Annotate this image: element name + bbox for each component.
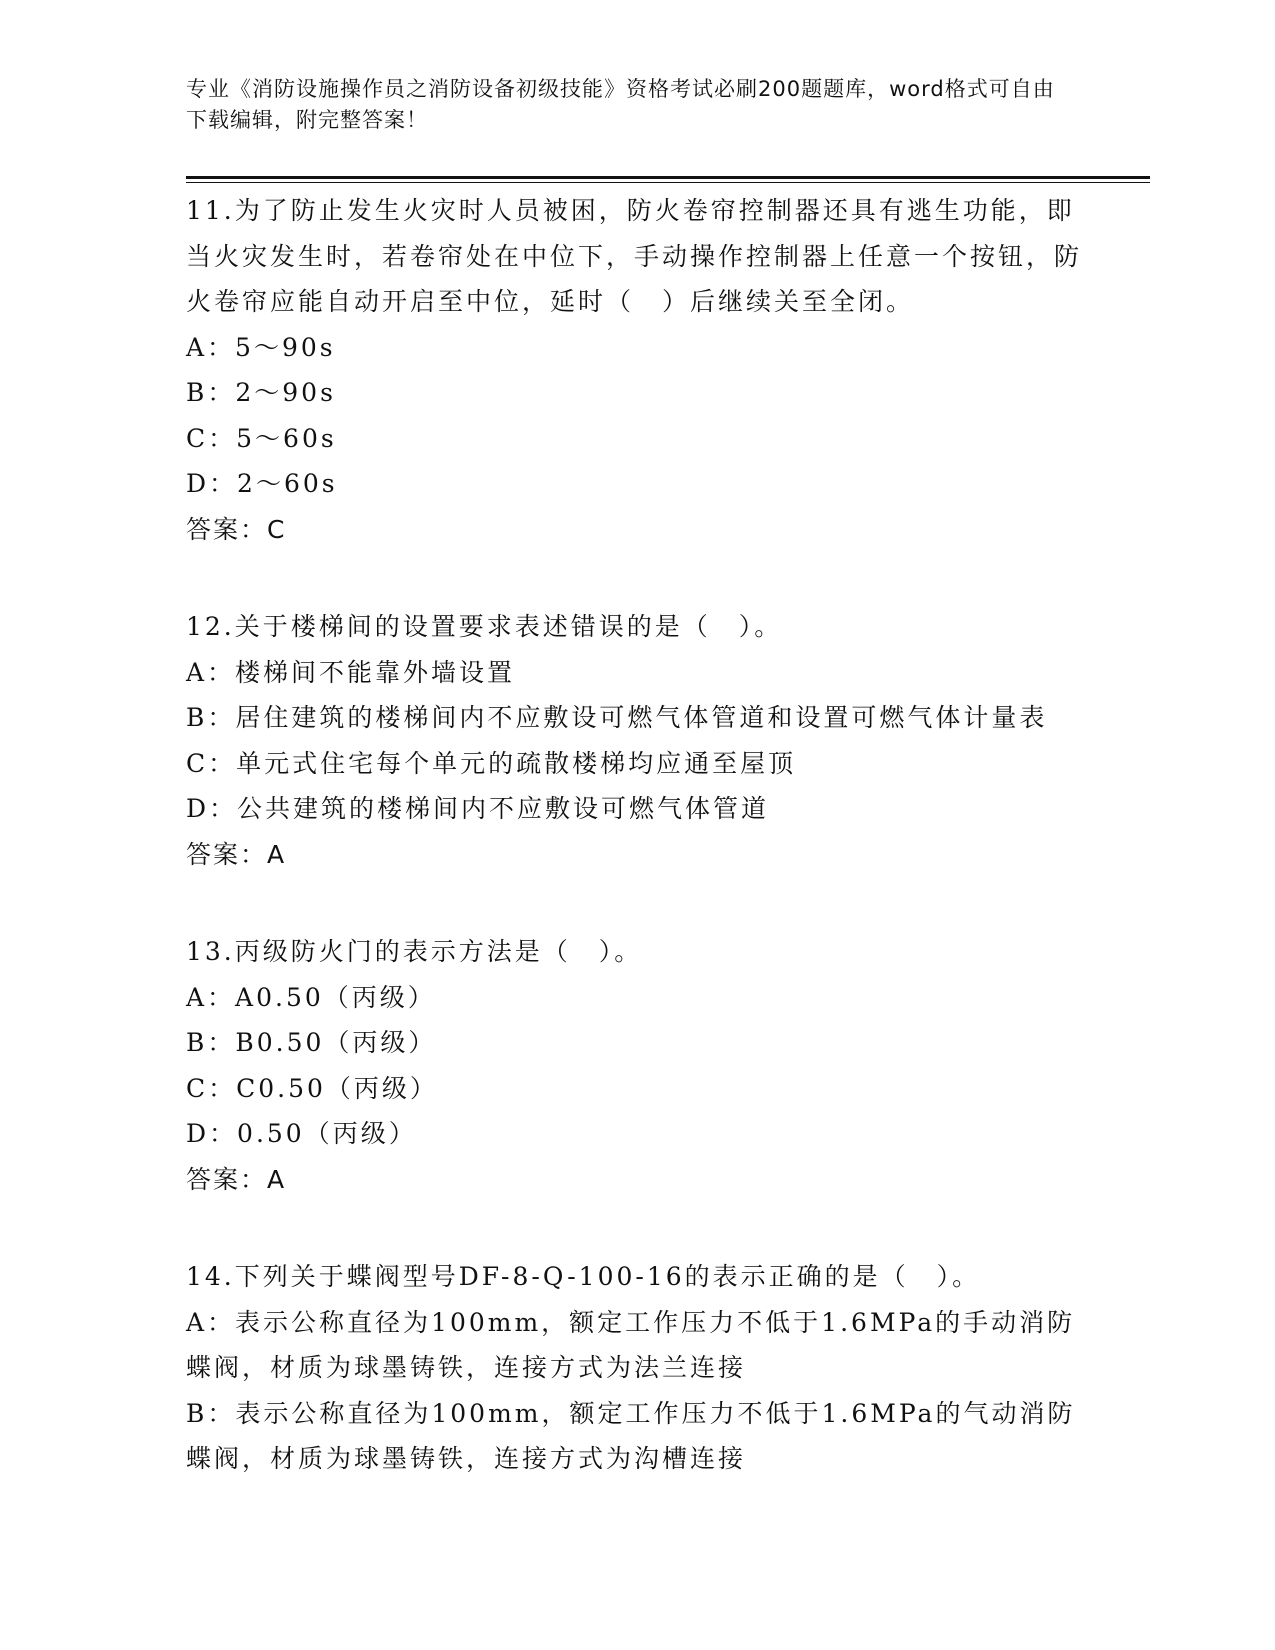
question-13 <box>186 929 1086 1202</box>
option-b: B：居住建筑的楼梯间内不应敷设可燃气体管道和设置可燃气体计量表 <box>186 703 1048 732</box>
option-c: C：C0.50（丙级） <box>186 1073 438 1103</box>
question-list <box>186 188 1086 1534</box>
option-c: C：单元式住宅每个单元的疏散楼梯均应通至屋顶 <box>186 748 797 778</box>
option-a: A：楼梯间不能靠外墙设置 <box>186 657 516 687</box>
option-b: B：B0.50（丙级） <box>186 1028 437 1057</box>
option-a: A：表示公称直径为100mm，额定工作压力不低于1.6MPa的手动消防蝶阀，材质为球墨铸铁，连接方式为法兰连接 <box>186 1307 1076 1382</box>
option-d: D：2～60s <box>186 469 338 498</box>
option-d: D：公共建筑的楼梯间内不应敷设可燃气体管道 <box>186 794 770 823</box>
option-b: B：2～90s <box>186 378 336 407</box>
answer-label: 答案：A <box>186 1164 287 1194</box>
option-b: B：表示公称直径为100mm，额定工作压力不低于1.6MPa的气动消防蝶阀，材质为球墨铸铁，连接方式为沟槽连接 <box>186 1398 1076 1473</box>
option-a: A：5～90s <box>186 332 336 362</box>
answer-label: 答案：C <box>186 514 287 544</box>
option-d: D：0.50（丙级） <box>186 1119 417 1148</box>
answer-label: 答案：A <box>186 839 287 869</box>
question-11 <box>186 188 1086 552</box>
document-header: 专业《消防设施操作员之消防设备初级技能》资格考试必刷200题题库，word格式可自由下载编辑，附完整答案！ <box>186 77 1055 132</box>
question-stem: 14.下列关于蝶阀型号DF-8-Q-100-16的表示正确的是（ ）。 <box>186 1262 981 1291</box>
option-a: A：A0.50（丙级） <box>186 982 436 1012</box>
question-12 <box>186 604 1086 877</box>
question-stem: 11.为了防止发生火灾时人员被困，防火卷帘控制器还具有逃生功能，即当火灾发生时，若卷帘处在中位下，手动操作控制器上任意一个按钮，防火卷帘应能自动开启至中位，延时（ ）后继续关至全闭。 <box>186 196 1083 316</box>
question-stem: 12.关于楼梯间的设置要求表述错误的是（ ）。 <box>186 612 783 641</box>
question-14 <box>186 1254 1086 1482</box>
header-divider <box>186 176 1150 183</box>
question-stem: 13.丙级防火门的表示方法是（ ）。 <box>186 937 643 966</box>
option-c: C：5～60s <box>186 423 337 453</box>
